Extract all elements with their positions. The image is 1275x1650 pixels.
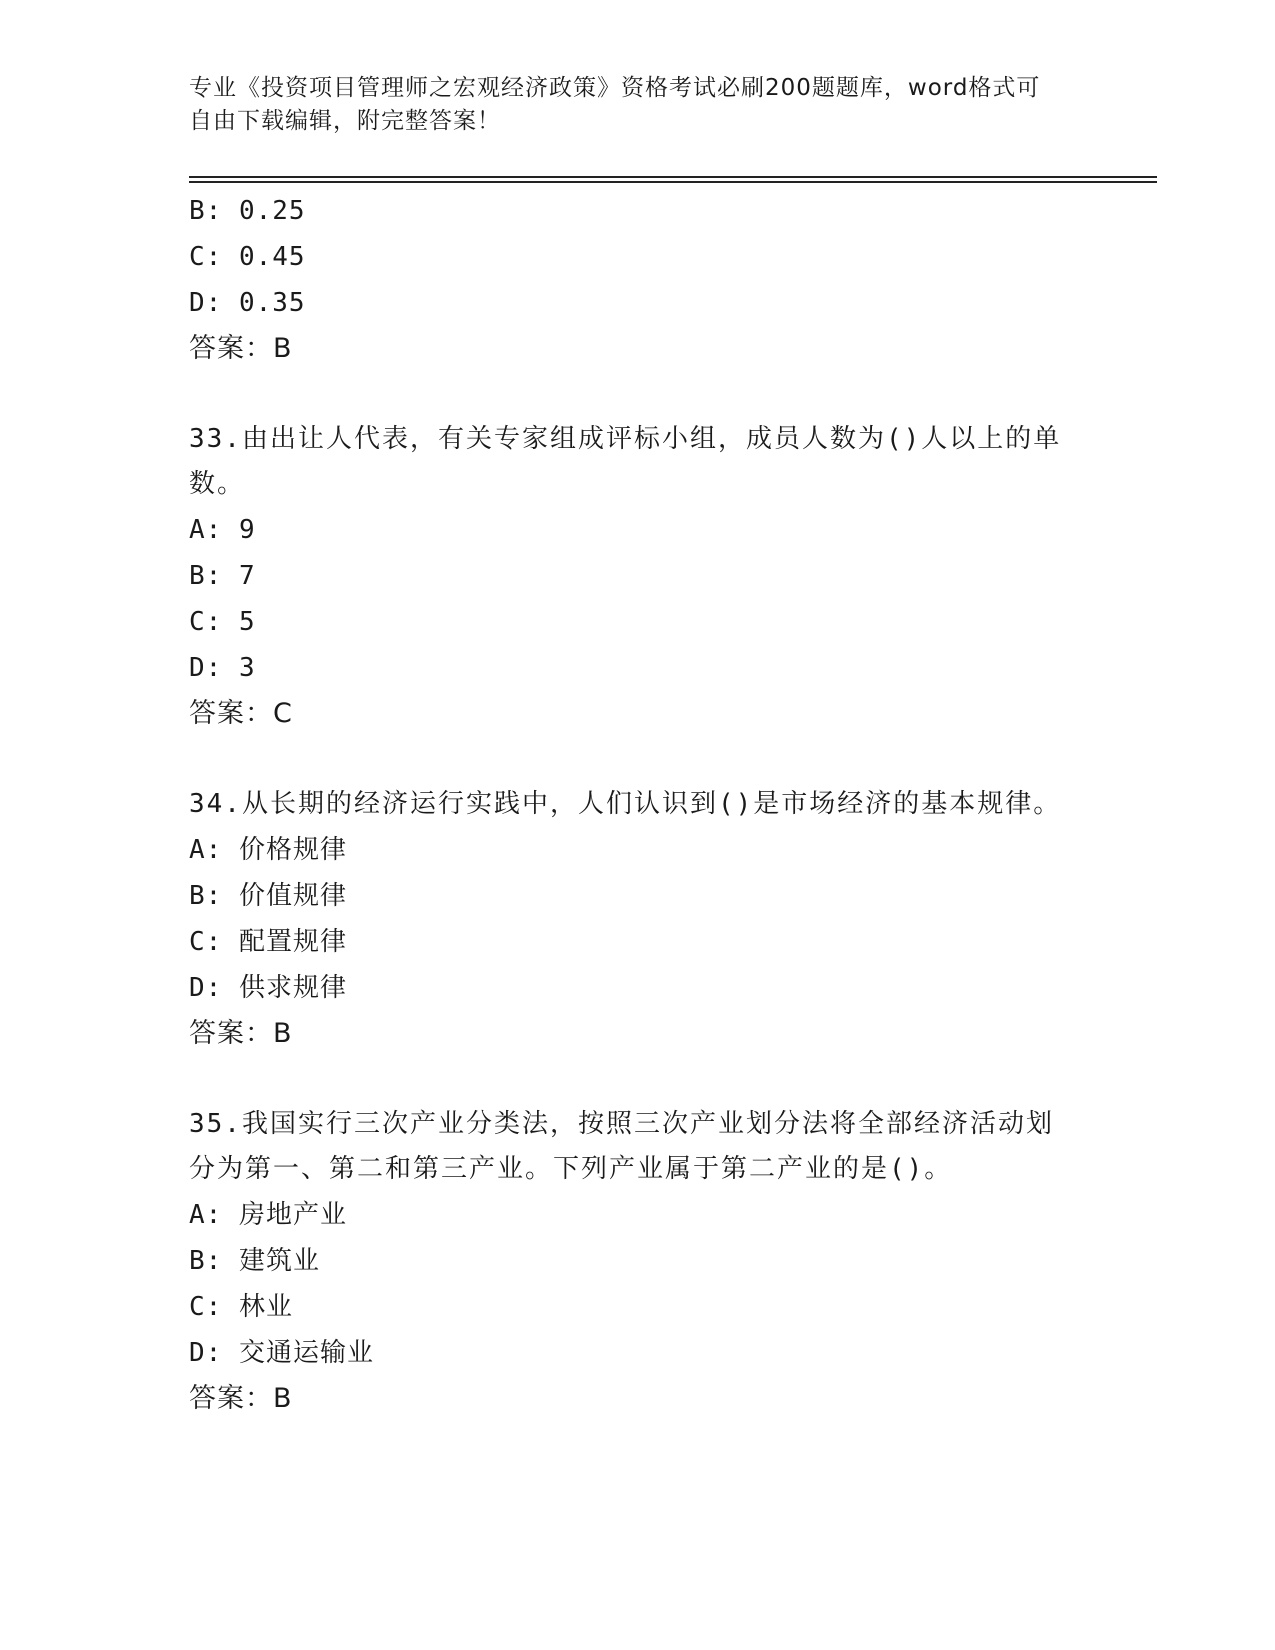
answer-line: 答案：B (189, 1383, 293, 1414)
question-line: 分为第一、第二和第三产业。下列产业属于第二产业的是()。 (189, 1154, 953, 1184)
question-text (189, 417, 1079, 507)
option-d: D: 供求规律 (189, 973, 347, 1003)
answer-line: 答案：C (189, 698, 293, 729)
question-block-35 (189, 1102, 1089, 1422)
option-d: D: 交通运输业 (189, 1338, 374, 1368)
option-a: A: 房地产业 (189, 1200, 347, 1230)
option-c: C: 5 (189, 607, 256, 637)
option-d: D: 0.35 (189, 288, 306, 318)
answer-line: 答案：B (189, 333, 293, 364)
question-line: 35.我国实行三次产业分类法，按照三次产业划分法将全部经济活动划 (189, 1109, 1054, 1139)
header-divider-top (189, 176, 1157, 178)
option-c: C: 0.45 (189, 242, 306, 272)
header-line-1: 专业《投资项目管理师之宏观经济政策》资格考试必刷200题题库，word格式可 (189, 75, 1041, 101)
option-a: A: 9 (189, 515, 256, 545)
question-block-33 (189, 417, 1089, 737)
option-b: B: 建筑业 (189, 1246, 320, 1276)
option-b: B: 价值规律 (189, 881, 347, 911)
prev-question-block (189, 188, 1089, 372)
option-b: B: 0.25 (189, 196, 306, 226)
question-text (189, 1102, 1079, 1192)
question-line: 数。 (189, 469, 246, 499)
header-divider-bottom (189, 181, 1157, 183)
question-line: 33.由出让人代表，有关专家组成评标小组，成员人数为()人以上的单 (189, 424, 1062, 454)
option-c: C: 配置规律 (189, 927, 347, 957)
option-d: D: 3 (189, 653, 256, 683)
question-text (189, 782, 1079, 827)
question-content (189, 188, 1089, 1422)
question-block-34 (189, 782, 1089, 1057)
option-c: C: 林业 (189, 1292, 293, 1322)
header-line-2: 自由下载编辑，附完整答案！ (189, 108, 501, 134)
option-b: B: 7 (189, 561, 256, 591)
answer-line: 答案：B (189, 1018, 293, 1049)
document-header (189, 72, 1069, 138)
option-a: A: 价格规律 (189, 835, 347, 865)
question-line: 34.从长期的经济运行实践中，人们认识到()是市场经济的基本规律。 (189, 789, 1062, 819)
